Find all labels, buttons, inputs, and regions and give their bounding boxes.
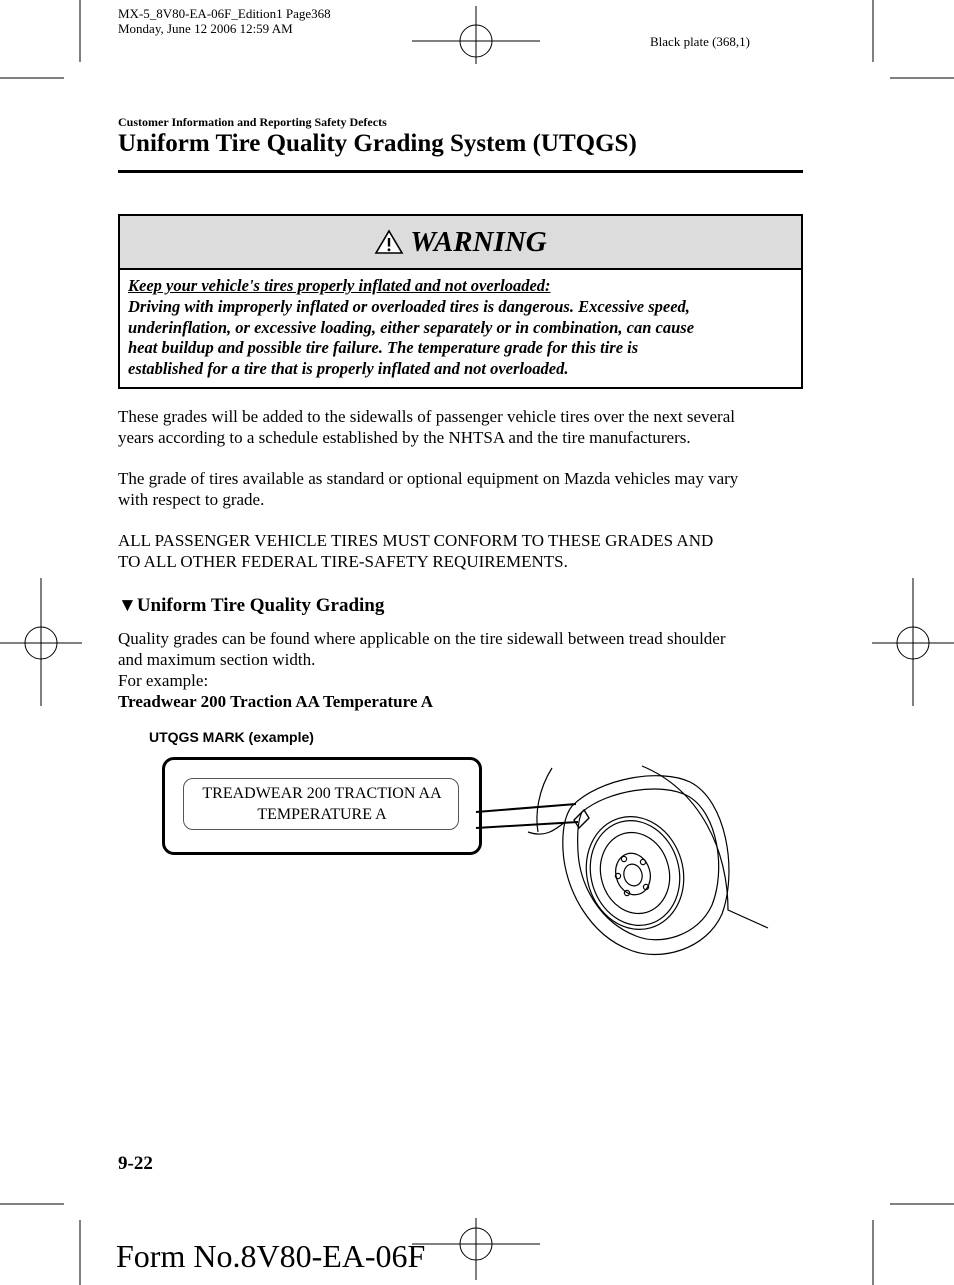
warning-line: Driving with improperly inflated or overloaded tires is dangerous. Excessive speed, <box>128 296 690 316</box>
print-slug <box>118 6 331 36</box>
callout-line: TEMPERATURE A <box>257 806 387 823</box>
page-number: 9-22 <box>118 1153 153 1174</box>
warning-line: heat buildup and possible tire failure. The temperature grade for this tire is <box>128 338 639 358</box>
subsection-heading <box>118 595 384 617</box>
example-grade: Treadwear 200 Traction AA Temperature A <box>118 692 433 711</box>
paragraph-mazda-grades <box>118 468 808 510</box>
page-title: Uniform Tire Quality Grading System (UTQGS) <box>118 130 637 157</box>
warning-triangle-icon <box>374 229 404 255</box>
paragraph-line: TO ALL OTHER FEDERAL TIRE-SAFETY REQUIREMENTS. <box>118 552 568 571</box>
utqgs-callout <box>162 757 482 855</box>
paragraph-conform <box>118 530 808 572</box>
slug-line-2: Monday, June 12 2006 12:59 AM <box>118 21 293 36</box>
title-rule <box>118 170 803 173</box>
warning-header <box>120 216 801 270</box>
section-header: Customer Information and Reporting Safety Defects <box>118 115 387 129</box>
plate-label: Black plate (368,1) <box>650 34 750 49</box>
slug-line-1: MX-5_8V80-EA-06F_Edition1 Page368 <box>118 6 331 21</box>
subsection-title: Uniform Tire Quality Grading <box>136 595 385 616</box>
paragraph-line: years according to a schedule established by the NHTSA and the tire manufacturers. <box>118 428 691 447</box>
form-number: Form No.8V80-EA-06F <box>116 1238 426 1274</box>
paragraph-line: ALL PASSENGER VEHICLE TIRES MUST CONFORM TO THESE GRADES AND <box>118 531 714 550</box>
paragraph-line: For example: <box>118 671 209 690</box>
paragraph-sidewall-grades <box>118 406 808 448</box>
callout-label-plate <box>183 778 459 830</box>
warning-box <box>118 214 803 389</box>
triangle-down-icon: ▼ <box>118 595 137 616</box>
warning-lead: Keep your vehicle's tires properly inflated and not overloaded: <box>128 276 551 295</box>
callout-line: TREADWEAR 200 TRACTION AA <box>202 785 442 802</box>
paragraph-line: and maximum section width. <box>118 650 316 669</box>
paragraph-line: Quality grades can be found where applicable on the tire sidewall between tread shoulder <box>118 629 726 648</box>
warning-body <box>120 270 801 380</box>
paragraph-line: with respect to grade. <box>118 490 265 509</box>
paragraph-line: The grade of tires available as standard or optional equipment on Mazda vehicles may vary <box>118 469 739 488</box>
figure-label: UTQGS MARK (example) <box>149 729 314 745</box>
warning-line: underinflation, or excessive loading, either separately or in combination, can cause <box>128 317 695 337</box>
warning-heading: WARNING <box>410 225 547 258</box>
paragraph-line: These grades will be added to the sidewalls of passenger vehicle tires over the next several <box>118 407 735 426</box>
subsection-text <box>118 628 808 712</box>
callout-text <box>184 783 460 825</box>
warning-line: established for a tire that is properly inflated and not overloaded. <box>128 359 569 379</box>
tire-illustration <box>440 760 780 970</box>
